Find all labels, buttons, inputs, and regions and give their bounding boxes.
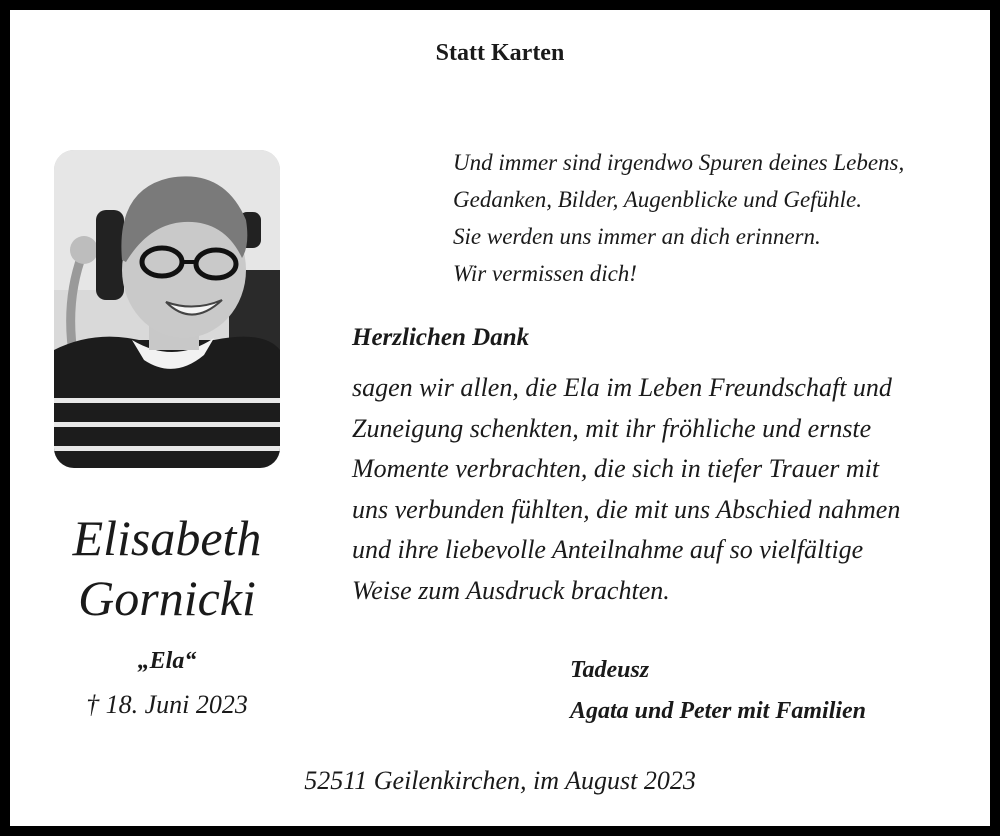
- deceased-name: [44, 508, 290, 628]
- portrait-photo: [54, 150, 280, 468]
- thanks-line: sagen wir allen, die Ela im Leben Freundschaft und: [352, 373, 892, 402]
- thanks-body: [352, 368, 900, 611]
- thanks-line: und ihre liebevolle Anteilnahme auf so vielfältige: [352, 535, 864, 564]
- signature-line: Agata und Peter mit Familien: [570, 698, 867, 724]
- poem-line: Und immer sind irgendwo Spuren deines Lebens,: [453, 150, 905, 175]
- portrait-image: [54, 150, 280, 468]
- poem: [453, 144, 904, 292]
- thanks-title: Herzlichen Dank: [352, 324, 530, 351]
- last-name: Gornicki: [78, 570, 256, 626]
- poem-line: Gedanken, Bilder, Augenblicke und Gefühle.: [453, 187, 862, 212]
- signatures: [570, 650, 866, 732]
- thanks-line: Weise zum Ausdruck brachten.: [352, 575, 670, 605]
- death-date: † 18. Juni 2023: [86, 690, 248, 719]
- signature-line: Tadeusz: [570, 657, 650, 683]
- footer-place-date: 52511 Geilenkirchen, im August 2023: [304, 766, 696, 795]
- thanks-line: uns verbunden fühlten, die mit uns Abschied nahmen: [352, 494, 901, 524]
- obituary-card: [10, 10, 990, 826]
- first-name: Elisabeth: [72, 510, 262, 566]
- nickname: „Ela“: [137, 648, 197, 674]
- poem-line: Sie werden uns immer an dich erinnern.: [453, 224, 821, 249]
- header-title: Statt Karten: [435, 40, 565, 66]
- thanks-line: Zuneigung schenkten, mit ihr fröhliche und ernste: [352, 413, 872, 443]
- thanks-line: Momente verbrachten, die sich in tiefer Trauer mit: [352, 454, 880, 483]
- poem-line: Wir vermissen dich!: [453, 261, 637, 286]
